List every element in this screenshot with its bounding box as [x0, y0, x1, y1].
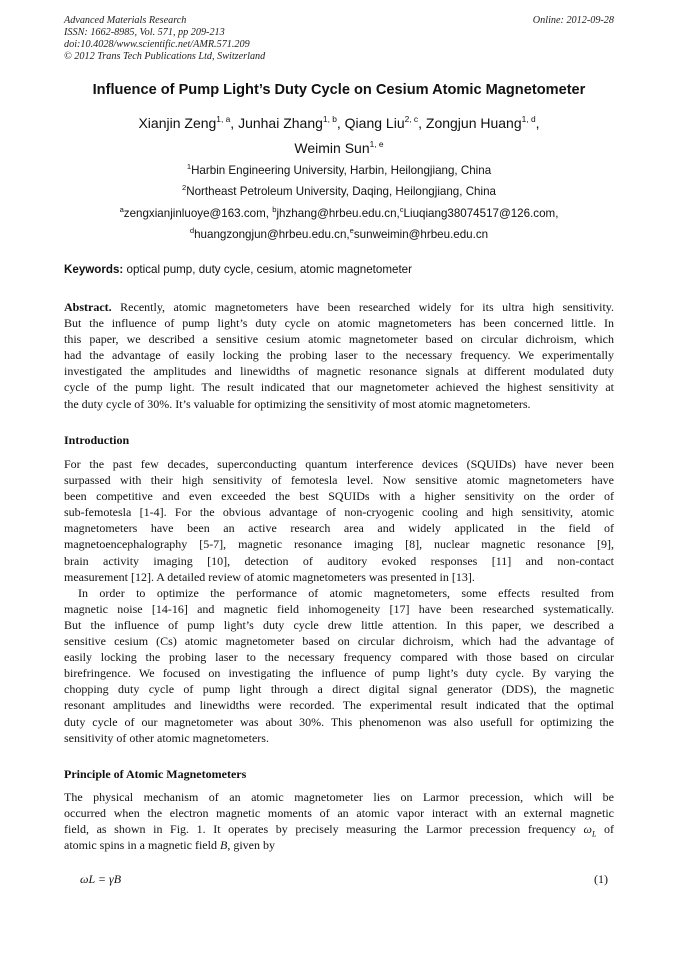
paper-title: Influence of Pump Light’s Duty Cycle on Cesium Atomic Magnetometer [92, 82, 586, 98]
intro-line: sensitive cesium (Cs) atomic magnetometer based on circular dichroism, which had the advantage of [64, 634, 614, 649]
intro-line: chopping duty cycle of pump light through a direct digital signal generator (DDS), the magnetic [64, 682, 614, 697]
email-line-1: $^a$zengxianjinluoye@163.com, $^b$jhzhang@hrbeu.edu.cn,$^c$Liuqiang38074517@126.com, [119, 205, 559, 220]
section-heading-principle: Principle of Atomic Magnetometers [64, 767, 247, 781]
email-b[interactable]: jhzhang@hrbeu.edu.cn, [276, 207, 400, 220]
introduction-body [64, 456, 614, 746]
intro-line: In order to optimize the performance of atomic magnetometers, some effects resulted from [78, 585, 614, 600]
omega-symbol: $\omega_L$ [583, 822, 597, 838]
doi-line: doi:10.4028/www.scientific.net/AMR.571.209 [64, 39, 250, 50]
intro-line: easily locking the probing laser to the necessary frequency compared with those based on circular [64, 650, 614, 665]
abstract-line: the duty cycle of 30%. It’s valuable for optimizing the sensitivity of most atomic magnetometers. [64, 396, 531, 411]
author: Qiang Liu$^{2, c}$, [344, 114, 426, 131]
abstract [64, 299, 614, 412]
copyright-line: © 2012 Trans Tech Publications Ltd, Switzerland [64, 51, 266, 62]
intro-line: been competitive and even exceeded the best SQUIDs with a higher sensitivity on the order of [64, 489, 614, 504]
intro-line: magnetometers have been an active research area and widely applicated in the field of [64, 521, 614, 536]
intro-line: duty cycle of our magnetometer was about 30%. This phenomenon was also usefull for optimizing the [64, 714, 614, 729]
equation-1: ωL = γB [80, 872, 122, 886]
intro-line: But the influence of pump light’s duty cycle drew little attention. In this paper, we described a [64, 617, 614, 632]
principle-line: atomic spins in a magnetic field B, given by [64, 838, 275, 853]
journal-name: Advanced Materials Research [64, 15, 187, 26]
author: Junhai Zhang$^{1, b}$, [238, 114, 345, 131]
section-heading-introduction: Introduction [64, 433, 130, 447]
abstract-line: Abstract. Recently, atomic magnetometers have been researched widely for its ultra high sensitivity. [64, 300, 614, 314]
affiliation-1: $^1$Harbin Engineering University, Harbin, Heilongjiang, China [186, 162, 492, 177]
principle-line: occurred when the electron magnetic moments of an atomic vapor interact with an external magnetic [64, 806, 614, 821]
email-d[interactable]: huangzongjun@hrbeu.edu.cn, [194, 228, 350, 241]
intro-line: For the past few decades, superconducting quantum interference devices (SQUIDs) have never been [64, 457, 614, 471]
intro-line: sub-femotesla [1-4]. For the obvious advantage of non-cryogenic cooling and high sensitivity, atomic [64, 505, 614, 520]
author: Xianjin Zeng$^{1, a}$, [138, 114, 239, 131]
author: Zongjun Huang$^{1, d}$, [425, 114, 540, 131]
principle-line: The physical mechanism of an atomic magnetometer lies on Larmor precession, which will be [64, 790, 614, 804]
email-a[interactable]: zengxianjinluoye@163.com, [123, 207, 269, 220]
affiliation-2: $^2$Northeast Petroleum University, Daqing, Heilongjiang, China [182, 183, 496, 198]
intro-line: surpassed with their high sensitivity of femotesla level. Now sensitive atomic magnetometers have [64, 473, 614, 488]
intro-line: birefringence. We focused on investigating the influence of pump light’s duty cycle. By varying the [64, 666, 614, 681]
journal-header [64, 15, 265, 63]
abstract-line: this paper, we described a sensitive cesium atomic magnetometer based on circular dichroism, which [64, 332, 614, 347]
online-date: Online: 2012-09-28 [532, 15, 614, 26]
principle-line: field, as shown in Fig. 1. It operates by precisely measuring the Larmor precession frequency $\omega_L$ of [64, 822, 614, 838]
intro-line: resonant amplitudes and linewidths were recorded. The experimental result indicated that the optimal [64, 698, 614, 713]
equation-number: (1) [594, 872, 608, 886]
intro-line: brain activity imaging [10], detection of auditory evoked responses [11] and non-contact [64, 553, 614, 568]
email-c[interactable]: Liuqiang38074517@126.com, [403, 207, 559, 220]
keywords-label: Keywords: [64, 263, 124, 276]
abstract-line: cycle of the pump light. The result indicated that our magnetometer achieved the highest sensitivity at [64, 380, 614, 395]
keywords-text: optical pump, duty cycle, cesium, atomic magnetometer [126, 263, 412, 276]
abstract-line: But the influence of pump light’s duty cycle on atomic magnetometers has been concerned little. In [64, 316, 614, 331]
abstract-label: Abstract. [64, 300, 112, 314]
intro-line: magnetoencephalography [5-7], magnetic resonance imaging [8], nuclear magnetic resonance [9], [64, 537, 614, 552]
intro-line: measurement [12]. A detailed review of atomic magnetometers was presented in [13]. [64, 569, 475, 584]
intro-line: magnetic noise [14-16] and magnetic field inhomogeneity [17] have been researched systematically. [64, 601, 614, 616]
issn-line: ISSN: 1662-8985, Vol. 571, pp 209-213 [64, 27, 225, 38]
keywords [64, 263, 412, 277]
intro-line: sensitivity of other atomic magnetometers. [64, 730, 269, 745]
author-list [60, 112, 618, 162]
principle-body [64, 789, 614, 853]
abstract-line: investigated the amplitudes and linewidths of magnetic resonance signals at different modulated duty [64, 364, 614, 379]
author: Weimin Sun$^{1, e}$ [294, 139, 384, 156]
abstract-line: had the advantage of easily locking the probing laser to the necessary frequency. We experimentally [64, 348, 614, 363]
email-line-2: $^d$huangzongjun@hrbeu.edu.cn,$^e$sunweimin@hrbeu.edu.cn [189, 226, 489, 241]
email-e[interactable]: sunweimin@hrbeu.edu.cn [353, 228, 489, 241]
